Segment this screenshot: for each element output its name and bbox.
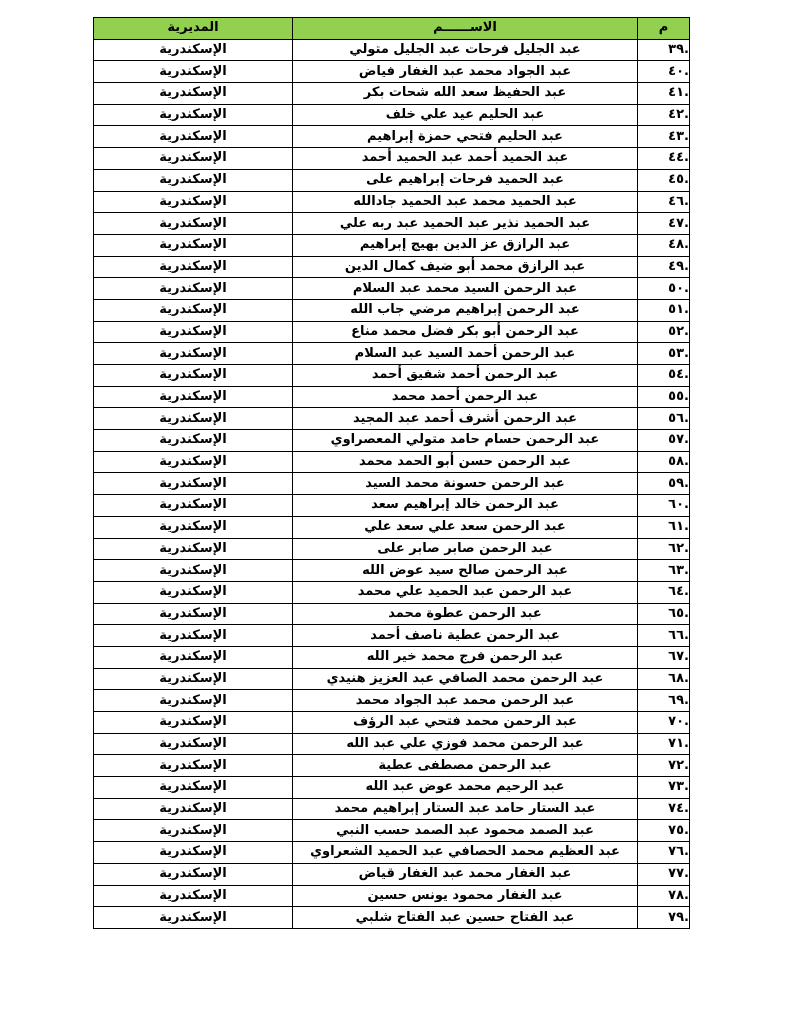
table-row xyxy=(94,321,690,343)
row-directorate-cell: الإسكندرية xyxy=(94,473,293,495)
row-directorate-cell: الإسكندرية xyxy=(94,299,293,321)
row-name-cell: عبد الرحمن فرج محمد خير الله xyxy=(293,646,638,668)
row-directorate-cell: الإسكندرية xyxy=(94,777,293,799)
row-name-cell: عبد الرحمن حسام حامد متولي المعصراوي xyxy=(293,430,638,452)
row-name-cell: عبد الغفار محمود يونس حسين xyxy=(293,885,638,907)
table-row xyxy=(94,560,690,582)
row-number-cell: .٧٣ xyxy=(638,777,690,799)
table-row xyxy=(94,451,690,473)
row-name-cell: عبد الرحمن عبد الحميد علي محمد xyxy=(293,581,638,603)
row-name-cell: عبد الرحمن عطوة محمد xyxy=(293,603,638,625)
row-number-cell: .٥٥ xyxy=(638,386,690,408)
table-row xyxy=(94,386,690,408)
row-directorate-cell: الإسكندرية xyxy=(94,278,293,300)
header-directorate: المديرية xyxy=(94,18,293,40)
table-row xyxy=(94,842,690,864)
row-number-cell: .٦٠ xyxy=(638,495,690,517)
table-row xyxy=(94,299,690,321)
table-row xyxy=(94,907,690,929)
row-name-cell: عبد الجواد محمد عبد الغفار فياض xyxy=(293,61,638,83)
row-directorate-cell: الإسكندرية xyxy=(94,581,293,603)
row-directorate-cell: الإسكندرية xyxy=(94,842,293,864)
row-name-cell: عبد الرحمن حسونة محمد السيد xyxy=(293,473,638,495)
table-row xyxy=(94,408,690,430)
row-number-cell: .٥٩ xyxy=(638,473,690,495)
table-row xyxy=(94,603,690,625)
row-name-cell: عبد الرحمن عطية ناصف أحمد xyxy=(293,625,638,647)
table-row xyxy=(94,755,690,777)
row-number-cell: .٦١ xyxy=(638,516,690,538)
table-row xyxy=(94,863,690,885)
row-directorate-cell: الإسكندرية xyxy=(94,625,293,647)
table-row xyxy=(94,83,690,105)
row-name-cell: عبد الرحمن محمد الصافي عبد العزيز هنيدي xyxy=(293,668,638,690)
row-name-cell: عبد الحليم فتحي حمزة إبراهيم xyxy=(293,126,638,148)
row-number-cell: .٧٢ xyxy=(638,755,690,777)
row-name-cell: عبد الرحمن محمد فتحي عبد الرؤف xyxy=(293,712,638,734)
row-number-cell: .٧٤ xyxy=(638,798,690,820)
row-name-cell: عبد الصمد محمود عبد الصمد حسب النبي xyxy=(293,820,638,842)
table-row xyxy=(94,516,690,538)
table-header-row xyxy=(94,18,690,40)
row-number-cell: .٤٩ xyxy=(638,256,690,278)
row-directorate-cell: الإسكندرية xyxy=(94,560,293,582)
row-directorate-cell: الإسكندرية xyxy=(94,430,293,452)
table-row xyxy=(94,256,690,278)
row-name-cell: عبد الحميد فرحات إبراهيم على xyxy=(293,169,638,191)
row-number-cell: .٦٣ xyxy=(638,560,690,582)
table-row xyxy=(94,646,690,668)
row-number-cell: .٤٥ xyxy=(638,169,690,191)
row-name-cell: عبد الرحمن أشرف أحمد عبد المجيد xyxy=(293,408,638,430)
row-number-cell: .٣٩ xyxy=(638,39,690,61)
row-directorate-cell: الإسكندرية xyxy=(94,169,293,191)
table-row xyxy=(94,777,690,799)
row-directorate-cell: الإسكندرية xyxy=(94,712,293,734)
row-directorate-cell: الإسكندرية xyxy=(94,820,293,842)
row-name-cell: عبد الرحمن أحمد محمد xyxy=(293,386,638,408)
row-number-cell: .٧١ xyxy=(638,733,690,755)
table-row xyxy=(94,169,690,191)
row-name-cell: عبد الرحمن أحمد شفيق أحمد xyxy=(293,365,638,387)
table-row xyxy=(94,148,690,170)
row-number-cell: .٥٢ xyxy=(638,321,690,343)
row-name-cell: عبد الرحمن أحمد السيد عبد السلام xyxy=(293,343,638,365)
row-directorate-cell: الإسكندرية xyxy=(94,191,293,213)
row-name-cell: عبد الرحمن مصطفى عطية xyxy=(293,755,638,777)
row-directorate-cell: الإسكندرية xyxy=(94,495,293,517)
row-directorate-cell: الإسكندرية xyxy=(94,863,293,885)
table-row xyxy=(94,885,690,907)
table-row xyxy=(94,820,690,842)
row-name-cell: عبد الحميد أحمد عبد الحميد أحمد xyxy=(293,148,638,170)
table-row xyxy=(94,213,690,235)
row-number-cell: .٧٠ xyxy=(638,712,690,734)
row-number-cell: .٥٨ xyxy=(638,451,690,473)
row-number-cell: .٥٤ xyxy=(638,365,690,387)
row-directorate-cell: الإسكندرية xyxy=(94,885,293,907)
row-number-cell: .٦٧ xyxy=(638,646,690,668)
row-number-cell: .٤٨ xyxy=(638,234,690,256)
row-directorate-cell: الإسكندرية xyxy=(94,148,293,170)
row-directorate-cell: الإسكندرية xyxy=(94,907,293,929)
row-number-cell: .٤٤ xyxy=(638,148,690,170)
row-name-cell: عبد الرحمن صالح سيد عوض الله xyxy=(293,560,638,582)
row-number-cell: .٤٣ xyxy=(638,126,690,148)
table-row xyxy=(94,191,690,213)
row-name-cell: عبد العظيم محمد الحصافي عبد الحميد الشعراوي xyxy=(293,842,638,864)
row-number-cell: .٧٩ xyxy=(638,907,690,929)
row-directorate-cell: الإسكندرية xyxy=(94,798,293,820)
row-directorate-cell: الإسكندرية xyxy=(94,538,293,560)
row-name-cell: عبد الرحمن محمد فوزي علي عبد الله xyxy=(293,733,638,755)
row-number-cell: .٧٨ xyxy=(638,885,690,907)
row-number-cell: .٧٥ xyxy=(638,820,690,842)
row-name-cell: عبد الجليل فرحات عبد الجليل متولي xyxy=(293,39,638,61)
row-directorate-cell: الإسكندرية xyxy=(94,104,293,126)
row-number-cell: .٥١ xyxy=(638,299,690,321)
row-directorate-cell: الإسكندرية xyxy=(94,61,293,83)
table-row xyxy=(94,126,690,148)
table-row xyxy=(94,495,690,517)
row-number-cell: .٤٠ xyxy=(638,61,690,83)
row-number-cell: .٦٨ xyxy=(638,668,690,690)
table-row xyxy=(94,473,690,495)
table-row xyxy=(94,343,690,365)
row-name-cell: عبد الحليم عيد علي خلف xyxy=(293,104,638,126)
row-name-cell: عبد الرحمن سعد علي سعد علي xyxy=(293,516,638,538)
row-number-cell: .٥٣ xyxy=(638,343,690,365)
table-row xyxy=(94,798,690,820)
row-directorate-cell: الإسكندرية xyxy=(94,755,293,777)
row-number-cell: .٦٢ xyxy=(638,538,690,560)
row-directorate-cell: الإسكندرية xyxy=(94,256,293,278)
row-name-cell: عبد الغفار محمد عبد الغفار قياض xyxy=(293,863,638,885)
table-row xyxy=(94,538,690,560)
row-directorate-cell: الإسكندرية xyxy=(94,39,293,61)
row-directorate-cell: الإسكندرية xyxy=(94,321,293,343)
row-name-cell: عبد الحميد محمد عبد الحميد جادالله xyxy=(293,191,638,213)
header-name: الاســــــم xyxy=(293,18,638,40)
row-number-cell: .٧٧ xyxy=(638,863,690,885)
row-number-cell: .٧٦ xyxy=(638,842,690,864)
row-directorate-cell: الإسكندرية xyxy=(94,516,293,538)
table-row xyxy=(94,234,690,256)
table-row xyxy=(94,733,690,755)
row-name-cell: عبد الرحمن إبراهيم مرضي جاب الله xyxy=(293,299,638,321)
row-name-cell: عبد الرحيم محمد عوض عبد الله xyxy=(293,777,638,799)
row-directorate-cell: الإسكندرية xyxy=(94,126,293,148)
row-directorate-cell: الإسكندرية xyxy=(94,343,293,365)
row-directorate-cell: الإسكندرية xyxy=(94,365,293,387)
row-name-cell: عبد الرازق محمد أبو ضيف كمال الدين xyxy=(293,256,638,278)
table-row xyxy=(94,668,690,690)
table-row xyxy=(94,104,690,126)
row-number-cell: .٥٦ xyxy=(638,408,690,430)
row-name-cell: عبد الرحمن السيد محمد عبد السلام xyxy=(293,278,638,300)
row-name-cell: عبد الستار حامد عبد الستار إبراهيم محمد xyxy=(293,798,638,820)
row-name-cell: عبد الرحمن محمد عبد الجواد محمد xyxy=(293,690,638,712)
row-directorate-cell: الإسكندرية xyxy=(94,213,293,235)
row-name-cell: عبد الرحمن أبو بكر فضل محمد مناع xyxy=(293,321,638,343)
row-number-cell: .٦٦ xyxy=(638,625,690,647)
row-number-cell: .٦٥ xyxy=(638,603,690,625)
row-number-cell: .٥٠ xyxy=(638,278,690,300)
row-number-cell: .٤١ xyxy=(638,83,690,105)
table-body xyxy=(94,39,690,928)
table-row xyxy=(94,61,690,83)
row-number-cell: .٤٧ xyxy=(638,213,690,235)
table-row xyxy=(94,39,690,61)
row-directorate-cell: الإسكندرية xyxy=(94,668,293,690)
header-number: م xyxy=(638,18,690,40)
row-name-cell: عبد الفتاح حسين عبد الفتاح شلبي xyxy=(293,907,638,929)
row-directorate-cell: الإسكندرية xyxy=(94,386,293,408)
table-row xyxy=(94,278,690,300)
row-name-cell: عبد الحميد نذير عبد الحميد عبد ربه علي xyxy=(293,213,638,235)
row-number-cell: .٤٢ xyxy=(638,104,690,126)
row-directorate-cell: الإسكندرية xyxy=(94,408,293,430)
row-name-cell: عبد الرحمن حسن أبو الحمد محمد xyxy=(293,451,638,473)
row-directorate-cell: الإسكندرية xyxy=(94,690,293,712)
row-directorate-cell: الإسكندرية xyxy=(94,646,293,668)
row-name-cell: عبد الرازق عز الدين بهيج إبراهيم xyxy=(293,234,638,256)
roster-table xyxy=(93,17,690,929)
row-directorate-cell: الإسكندرية xyxy=(94,83,293,105)
row-name-cell: عبد الرحمن صابر صابر على xyxy=(293,538,638,560)
table-row xyxy=(94,365,690,387)
row-directorate-cell: الإسكندرية xyxy=(94,234,293,256)
row-directorate-cell: الإسكندرية xyxy=(94,733,293,755)
row-number-cell: .٤٦ xyxy=(638,191,690,213)
table-row xyxy=(94,581,690,603)
row-directorate-cell: الإسكندرية xyxy=(94,603,293,625)
table-row xyxy=(94,690,690,712)
table-row xyxy=(94,625,690,647)
row-number-cell: .٦٤ xyxy=(638,581,690,603)
row-number-cell: .٦٩ xyxy=(638,690,690,712)
row-number-cell: .٥٧ xyxy=(638,430,690,452)
row-directorate-cell: الإسكندرية xyxy=(94,451,293,473)
table-row xyxy=(94,712,690,734)
table-row xyxy=(94,430,690,452)
row-name-cell: عبد الحفيظ سعد الله شحات بكر xyxy=(293,83,638,105)
row-name-cell: عبد الرحمن خالد إبراهيم سعد xyxy=(293,495,638,517)
